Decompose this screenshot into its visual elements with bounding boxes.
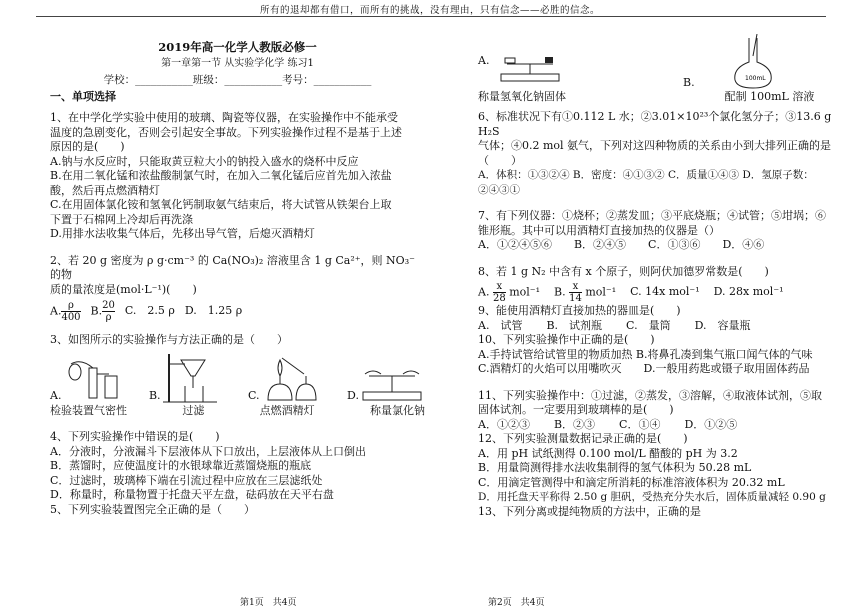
text-line: D．用托盘天平称得 2.50 g 胆矾，受热充分失水后，固体质量减轻 0.90 g — [478, 491, 826, 503]
caption: 称量氢氧化钠固体 — [478, 89, 566, 103]
option: B. 试剂瓶 — [546, 318, 603, 332]
text-line: 质的量浓度是(mol·L⁻¹)( ) — [50, 282, 197, 296]
text-line: 原因的是( ) — [50, 140, 125, 153]
option-label: A. — [478, 285, 490, 299]
text-line: 下置于石棉网上冷却后再洗涤 — [50, 212, 193, 226]
alcohol-lamp-illustration — [260, 350, 320, 404]
option: D．①②⑤ — [684, 417, 738, 431]
text-line: 8、若 1 g N₂ 中含有 x 个原子，则阿伏加德罗常数是( ) — [478, 264, 769, 278]
text-line: 2、若 20 g 密度为 ρ g·cm⁻³ 的 Ca(NO₃)₂ 溶液里含 1 g Ca²⁺，则 NO₃⁻ 的物 — [50, 253, 415, 281]
text-line: A.钠与水反应时，只能取黄豆粒大小的钠投入盛水的烧杯中反应 — [50, 154, 359, 168]
options-row — [478, 238, 833, 253]
text-line: 3、如图所示的实验操作与方法正确的是（ ） — [50, 333, 288, 346]
text-line: 6、标准状况下有①0.112 L 水；②3.01×10²³个氯化氢分子；③13.6 g H₂S — [478, 110, 832, 138]
option-d: D. 1.25 ρ — [184, 304, 243, 318]
question-5-figures — [478, 22, 833, 104]
airtight-check-illustration — [61, 354, 121, 404]
text-line: 气体；④0.2 mol 氨气，下列对这四种物质的关系由小到大排列正确的是 — [478, 139, 832, 152]
text-line: 7、有下列仪器：①烧杯；②蒸发皿；③平底烧瓶；④试管；⑤坩埚；⑥ — [478, 209, 826, 222]
fraction-denominator: 28 — [492, 293, 506, 304]
text-line: 12、下列实验测量数据记录正确的是( ) — [478, 432, 688, 445]
text-line: A．分液时，分液漏斗下层液体从下口放出，上层液体从上口倒出 — [50, 444, 366, 458]
option-label: B. — [148, 389, 161, 402]
option: C．①③⑥ — [648, 238, 701, 251]
fraction-numerator: x — [493, 281, 506, 293]
option: D. 容量瓶 — [694, 318, 751, 332]
balance-naoh-illustration — [495, 54, 565, 84]
text-line: 锥形瓶。其中可以用酒精灯直接加热的仪器是（） — [478, 223, 720, 237]
option-label: A. — [50, 389, 62, 402]
options-row — [478, 418, 833, 433]
question-11 — [478, 389, 833, 433]
question-4 — [50, 430, 425, 517]
option: C．①④ — [619, 417, 661, 431]
question-7 — [478, 209, 833, 253]
flask-label: 100mL — [745, 74, 766, 82]
option-label: D. — [347, 389, 359, 402]
text-line: A．体积：①③②④ B．密度：④①③② C．质量①④③ D．氢原子数：②④③① — [478, 169, 814, 196]
fraction-denominator: ρ — [105, 312, 112, 323]
question-6 — [478, 110, 833, 197]
text-line: 温度的急剧变化，否则会引起安全事故。下列实验操作过程不是基于上述 — [50, 125, 402, 139]
option: A．①②③ — [478, 417, 530, 431]
option-label: A. — [478, 53, 490, 67]
option-d: D. 28x mol⁻¹ — [713, 285, 784, 299]
option: D．④⑥ — [722, 238, 765, 251]
question-3 — [50, 333, 425, 418]
option-c: C. 14x mol⁻¹ — [630, 285, 700, 299]
question-1 — [50, 111, 425, 242]
option: A. 试管 — [478, 318, 523, 332]
header-motto: 所有的退却都有借口，而所有的挑战，没有理由，只有信念——必胜的信念。 — [259, 5, 600, 16]
text-line: B．蒸馏时，应使温度计的水银球靠近蒸馏烧瓶的瓶底 — [50, 459, 312, 472]
figure-row — [50, 348, 425, 404]
left-column — [50, 40, 425, 517]
option-c: C. 2.5 ρ — [124, 304, 175, 318]
text-line: A．用 pH 试纸测得 0.100 mol/L 醋酸的 pH 为 3.2 — [478, 446, 738, 460]
filtration-illustration — [161, 350, 221, 404]
options-row — [478, 319, 833, 334]
fraction-denominator: 400 — [61, 312, 81, 323]
text-line: 13、下列分离或提纯物质的方法中，正确的是 — [478, 504, 701, 518]
caption: 检验装置气密性 — [50, 403, 127, 417]
page-title: 2019年高一化学人教版必修一 — [158, 40, 317, 54]
text-line: C.酒精灯的火焰可以用嘴吹灭 D.一般用药匙或镊子取用固体药品 — [478, 362, 810, 375]
option-label: B. — [553, 285, 566, 299]
text-line: C.在用固体氯化铵和氢氧化钙制取氨气结束后，将大试管从铁架台上取 — [50, 198, 392, 211]
footer-page-right: 第2页 共4页 — [488, 598, 545, 608]
option-label: B. — [683, 75, 695, 89]
caption: 称量氯化钠 — [369, 403, 425, 417]
balance-illustration — [359, 354, 425, 404]
option: B．②④⑤ — [573, 238, 627, 251]
text-line: （ ） — [478, 153, 522, 167]
option: A．①②④⑤⑥ — [478, 238, 552, 251]
text-line: 1、在中学化学实验中使用的玻璃、陶瓷等仪器，在实验操作中不能承受 — [50, 111, 398, 124]
unit: mol⁻¹ — [509, 285, 540, 299]
option-label: C. — [248, 389, 260, 402]
text-line: A.手持试管给试管里的物质加热 B.将鼻孔凑到集气瓶口闻气体的气味 — [478, 347, 813, 361]
fraction-numerator: ρ — [61, 300, 80, 312]
text-line: 酸，然后再点燃酒精灯 — [50, 183, 160, 197]
text-line: B．用量筒测得排水法收集制得的氢气体积为 50.28 mL — [478, 461, 752, 474]
section-heading: 一、单项选择 — [50, 89, 116, 103]
text-line: 固体试剂。一定要用到玻璃棒的是( ) — [478, 403, 674, 416]
option: B．②③ — [553, 417, 596, 431]
fraction-numerator: 20 — [102, 300, 115, 311]
text-line: 5、下列实验装置图完全正确的是（ ） — [50, 502, 255, 516]
option-label: A. — [50, 304, 62, 318]
text-line: 4、下列实验操作中错误的是( ) — [50, 430, 220, 443]
right-column — [478, 22, 833, 519]
question-2 — [50, 254, 425, 324]
text-line: 10、下列实验操作中正确的是( ) — [478, 333, 655, 346]
question-12 — [478, 432, 833, 519]
text-line: D．称量时，称量物置于托盘天平左盘，砝码放在天平右盘 — [50, 488, 334, 501]
page-subtitle: 第一章第一节 从实验学化学 练习1 — [161, 57, 314, 69]
text-line: C．过滤时，玻璃棒下端在引流过程中应放在三层滤纸处 — [50, 473, 323, 487]
text-line: B.在用二氧化锰和浓盐酸制氯气时，在加入二氧化锰后应首先加入浓盐 — [50, 169, 392, 182]
student-info-line: 学校：___________班级：___________考号：___________ — [103, 74, 372, 86]
question-9 — [478, 304, 833, 333]
caption: 过滤 — [182, 403, 205, 417]
caption: 点燃酒精灯 — [259, 403, 315, 417]
fraction-numerator: x — [569, 281, 582, 293]
option-label: B. — [90, 304, 103, 318]
options-row — [50, 300, 425, 323]
footer-page-left: 第1页 共4页 — [240, 598, 297, 608]
caption: 配制 100mL 溶液 — [724, 89, 815, 103]
header-rule — [36, 16, 826, 17]
text-line: 9、能使用酒精灯直接加热的器皿是( ) — [478, 304, 681, 317]
volumetric-flask-illustration — [723, 34, 783, 90]
question-8 — [478, 265, 833, 305]
figure-captions — [50, 404, 425, 419]
option: C. 量筒 — [626, 318, 671, 332]
text-line: 11、下列实验操作中：①过滤，②蒸发，③溶解，④取液体试剂，⑤取 — [478, 388, 822, 402]
fraction-denominator: 14 — [569, 293, 582, 304]
question-10 — [478, 333, 833, 377]
options-row — [478, 281, 833, 304]
unit: mol⁻¹ — [585, 285, 617, 299]
text-line: C．用滴定管测得中和滴定所消耗的标准溶液体积为 20.32 mL — [478, 475, 785, 489]
text-line: D.用排水法收集气体后，先移出导气管，后熄灭酒精灯 — [50, 227, 315, 240]
